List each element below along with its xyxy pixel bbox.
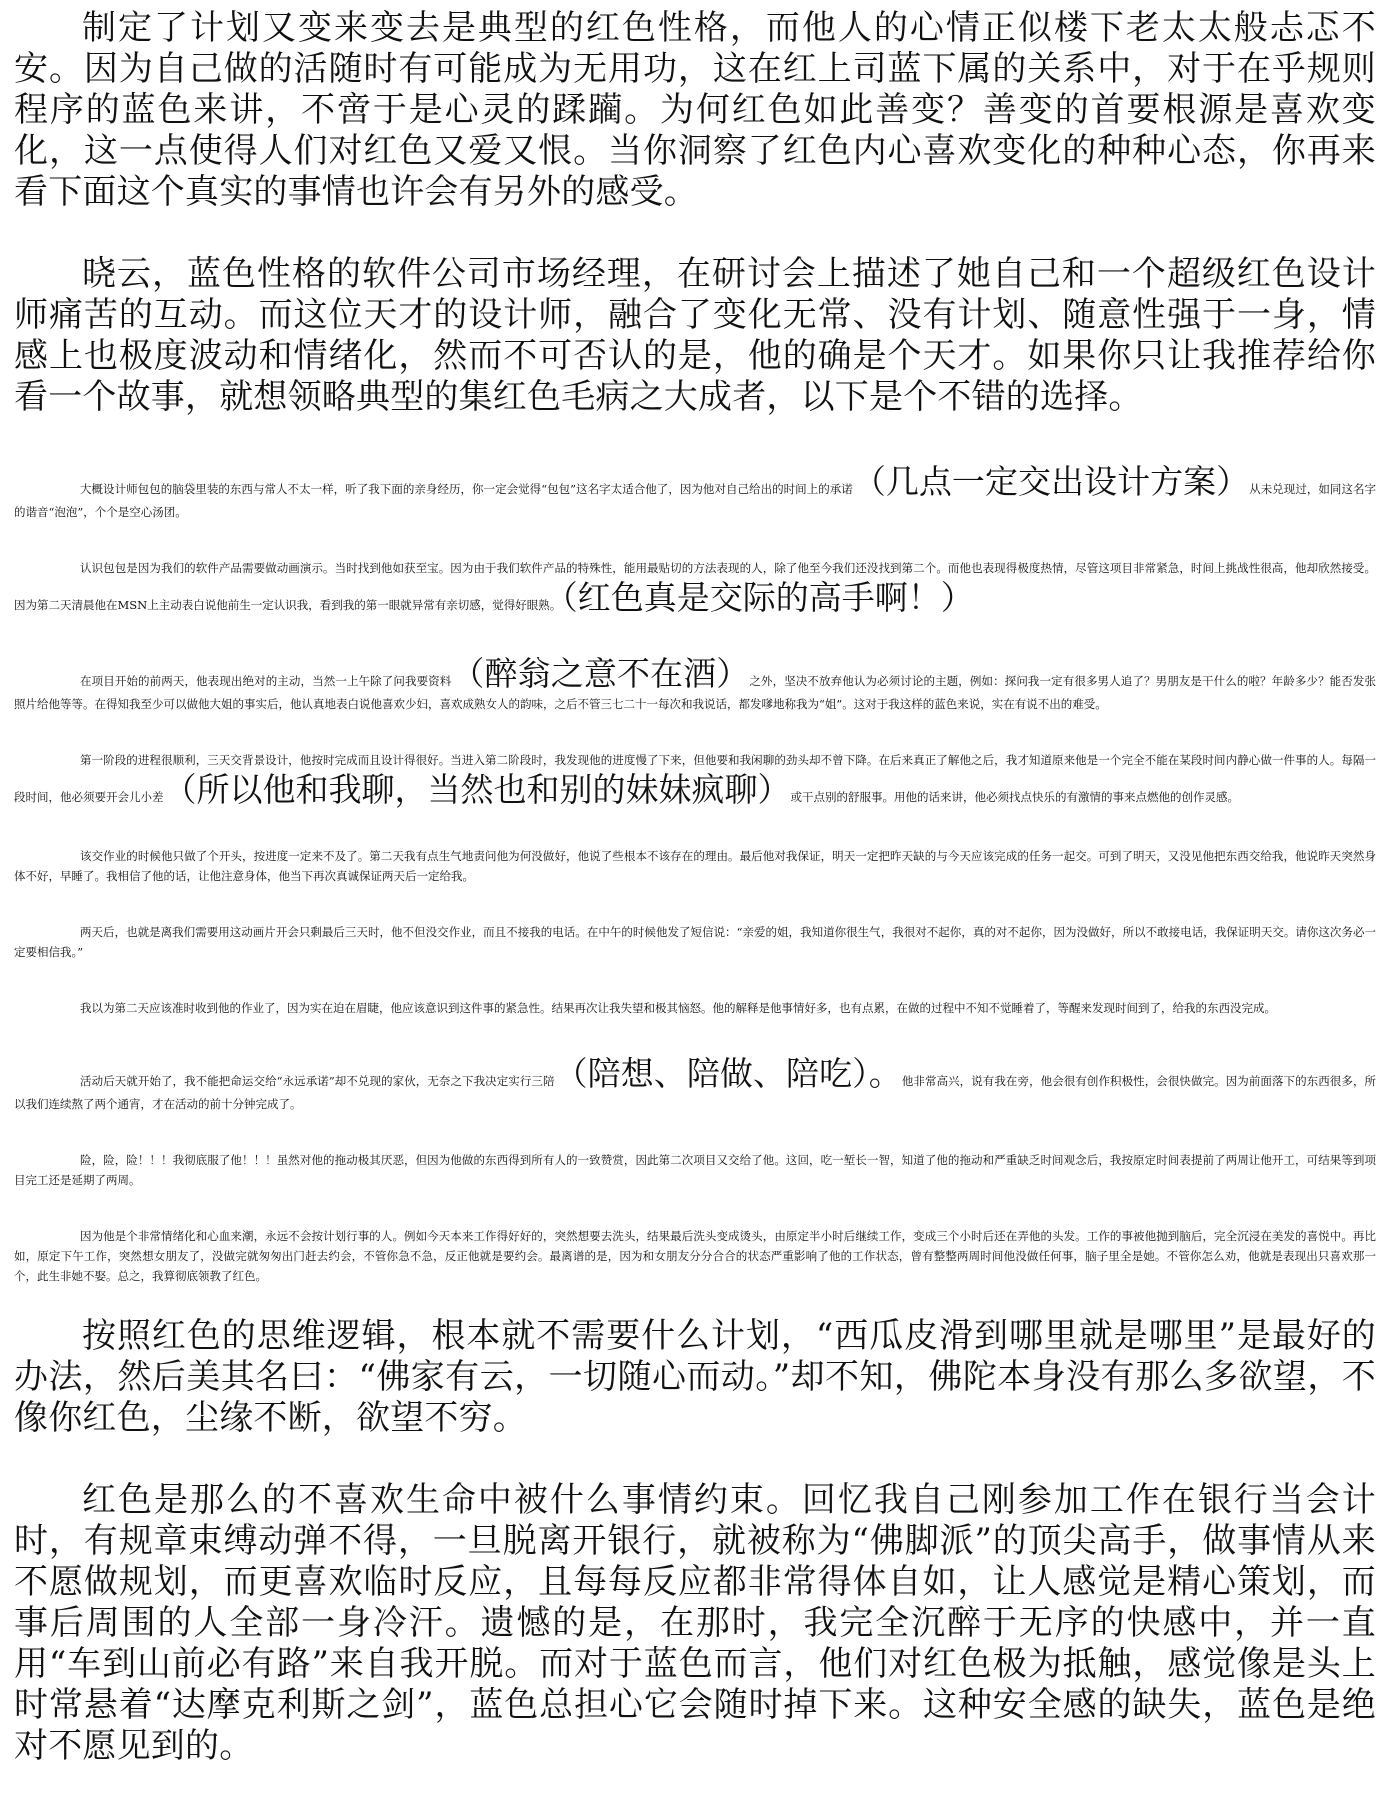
body-paragraph-constraint: 红色是那么的不喜欢生命中被什么事情约束。回忆我自己刚参加工作在银行当会计时，有规章束缚动弹不得，一旦脱离开银行，就被称为“佛脚派”的顶尖高手，做事情从来不愿做规划，而更喜欢临时反应，且每每反应都非常得体自如，让人感觉是精心策划，而事后周围的人全部一身冷汗。遗憾的是，在那时，我完全沉醉于无序的快感中，并一直用“车到山前必有路”来自我开脱。而对于蓝色而言，他们对红色极为抵触，感觉像是头上时常悬着“达摩克利斯之剑”，蓝色总担心它会随时掉下来。这种安全感的缺失，蓝色是绝对不愿见到的。 — [14, 1480, 1376, 1766]
story-text: 活动后天就开始了，我不能把命运交给“永远承诺”却不兑现的家伙，无奈之下我决定实行三陪 — [80, 1074, 555, 1088]
body-paragraph-xiaoyun: 晓云，蓝色性格的软件公司市场经理，在研讨会上描述了她自己和一个超级红色设计师痛苦的互动。而这位天才的设计师，融合了变化无常、没有计划、随意性强于一身，情感上也极度波动和情绪化，然而不可否认的是，他的确是个天才。如果你只让我推荐给你看一个故事，就想领略典型的集红色毛病之大成者，以下是个不错的选择。 — [14, 254, 1376, 417]
story-aside: （醉翁之意不在酒） — [451, 654, 750, 693]
body-paragraph-intro: 制定了计划又变来变去是典型的红色性格，而他人的心情正似楼下老太太般忐忑不安。因为自己做的活随时有可能成为无用功，这在红上司蓝下属的关系中，对于在乎规则程序的蓝色来讲，不啻于是心灵的蹂躏。为何红色如此善变？善变的首要根源是喜欢变化，这一点使得人们对红色又爱又恨。当你洞察了红色内心喜欢变化的种种心态，你再来看下面这个真实的事情也许会有另外的感受。 — [14, 8, 1376, 212]
story-paragraph-9: 险，险，险！！！我彻底服了他！！！虽然对他的拖动极其厌恶，但因为他做的东西得到所有人的一致赞赏，因此第二次项目又交给了他。这回，吃一堑长一智，知道了他的拖动和严重缺乏时间观念后，我按原定时间表提前了两周让他开工，可结果等到项目完工还是延期了两周。 — [14, 1153, 1376, 1187]
story-paragraph-8 — [14, 1054, 1376, 1114]
story-paragraph-10: 因为他是个非常情绪化和心血来潮，永远不会按计划行事的人。例如今天本来工作得好好的，突然想要去洗头，结果最后洗头变成烫头，由原定半小时后继续工作，变成三个小时后还在弄他的头发。工作的事被他抛到脑后，完全沉浸在美发的喜悦中。再比如，原定下午工作，突然想女朋友了，没做完就匆匆出门赶去约会，不管你急不急，反正他就是要约会。最离谱的是，因为和女朋友分分合合的状态严重影响了他的工作状态，曾有整整两周时间他没做任何事，脑子里全是她。不管你怎么劝，他就是表现出只喜欢那一个，此生非她不娶。总之，我算彻底领教了红色。 — [14, 1229, 1376, 1283]
story-paragraph-1 — [14, 462, 1376, 522]
story-paragraph-4 — [14, 750, 1376, 810]
story-text: 他非常高兴，说有我在旁，他会很有创作积极性，会很快做完。因为前面落下的东西很多，所以我们连续熬了两个通宵，才在活动的前十分钟完成了。 — [14, 1074, 1377, 1111]
story-aside: （红色真是交际的高手啊！） — [561, 578, 974, 617]
story-paragraph-3 — [14, 654, 1376, 714]
story-text: 认识包包是因为我们的软件产品需要做动画演示。当时找到他如获至宝。因为由于我们软件产品的特殊性，能用最贴切的方法表现的人，除了他至今我们还没找到第二个。而他也表现得极度热情，尽管这项目非常紧急，时间上挑战性很高，他却欣然接受。因为第二天清晨他在MSN上主动表白说他前生一定认识我，看到我的第一眼就异常有亲切感，觉得好眼熟。 — [14, 561, 1376, 612]
story-paragraph-6: 两天后，也就是离我们需要用这动画片开会只剩最后三天时，他不但没交作业，而且不接我的电话。在中午的时候他发了短信说：“亲爱的姐，我知道你很生气，我很对不起你，真的对不起你，因为没做好，所以不敢接电话，我保证明天交。请你这次务必一定要相信我。” — [14, 925, 1376, 959]
document-page — [14, 8, 1376, 1767]
story-text: 大概设计师包包的脑袋里装的东西与常人不太一样，听了我下面的亲身经历，你一定会觉得“包包”这名字太适合他了，因为他对自己给出的时间上的承诺 — [80, 482, 853, 496]
story-text: 第一阶段的进程很顺利，三天交背景设计，他按时完成而且设计得很好。当进入第二阶段时，我发现他的进度慢了下来，但他要和我闲聊的劲头却不曾下降。在后来真正了解他之后，我才知道原来他是一个完全不能在某段时间内静心做一件事的人。每隔一段时间，他必须要开会儿小差 — [14, 753, 1376, 804]
story-text: 或干点别的舒服事。用他的话来讲，他必须找点快乐的有激情的事来点燃他的创作灵感。 — [790, 790, 1239, 804]
story-text: 从未兑现过，如同这名字的谐音“泡泡”，个个是空心汤团。 — [14, 482, 1377, 519]
body-paragraph-logic: 按照红色的思维逻辑，根本就不需要什么计划，“西瓜皮滑到哪里就是哪里”是最好的办法，然后美其名曰：“佛家有云，一切随心而动。”却不知，佛陀本身没有那么多欲望，不像你红色，尘缘不断，欲望不穷。 — [14, 1316, 1376, 1438]
story-text: 之外，坚决不放弃他认为必须讨论的主题，例如：探问我一定有很多男人追了？男朋友是干什么的啦？年龄多少？能否发张照片给他等等。在得知我至少可以做他大姐的事实后，他认真地表白说他喜欢少妇，喜欢成熟女人的韵味，之后不管三七二十一每次和我说话，都发嗲地称我为“姐”。这对于我这样的蓝色来说，实在有说不出的难受。 — [14, 674, 1377, 711]
story-paragraph-5: 该交作业的时候他只做了个开头，按进度一定来不及了。第二天我有点生气地责问他为何没做好，他说了些根本不该存在的理由。最后他对我保证，明天一定把昨天缺的与今天应该完成的任务一起交。可到了明天，又没见他把东西交给我，他说昨天突然身体不好，早睡了。我相信了他的话，让他注意身体，他当下再次真诚保证两天后一定给我。 — [14, 849, 1376, 883]
story-text: 在项目开始的前两天，他表现出绝对的主动，当然一上午除了问我要资料 — [80, 674, 452, 688]
story-aside: （所以他和我聊，当然也和别的妹妹疯聊） — [163, 770, 791, 809]
story-aside: （几点一定交出设计方案） — [852, 462, 1250, 501]
story-paragraph-2 — [14, 558, 1376, 618]
story-paragraph-7: 我以为第二天应该准时收到他的作业了，因为实在迫在眉睫，他应该意识到这件事的紧急性。结果再次让我失望和极其恼怒。他的解释是他事情好多，也有点累，在做的过程中不知不觉睡着了，等醒来发现时间到了，给我的东西没完成。 — [80, 1001, 1276, 1015]
story-aside: （陪想、陪做、陪吃）。 — [554, 1054, 902, 1093]
